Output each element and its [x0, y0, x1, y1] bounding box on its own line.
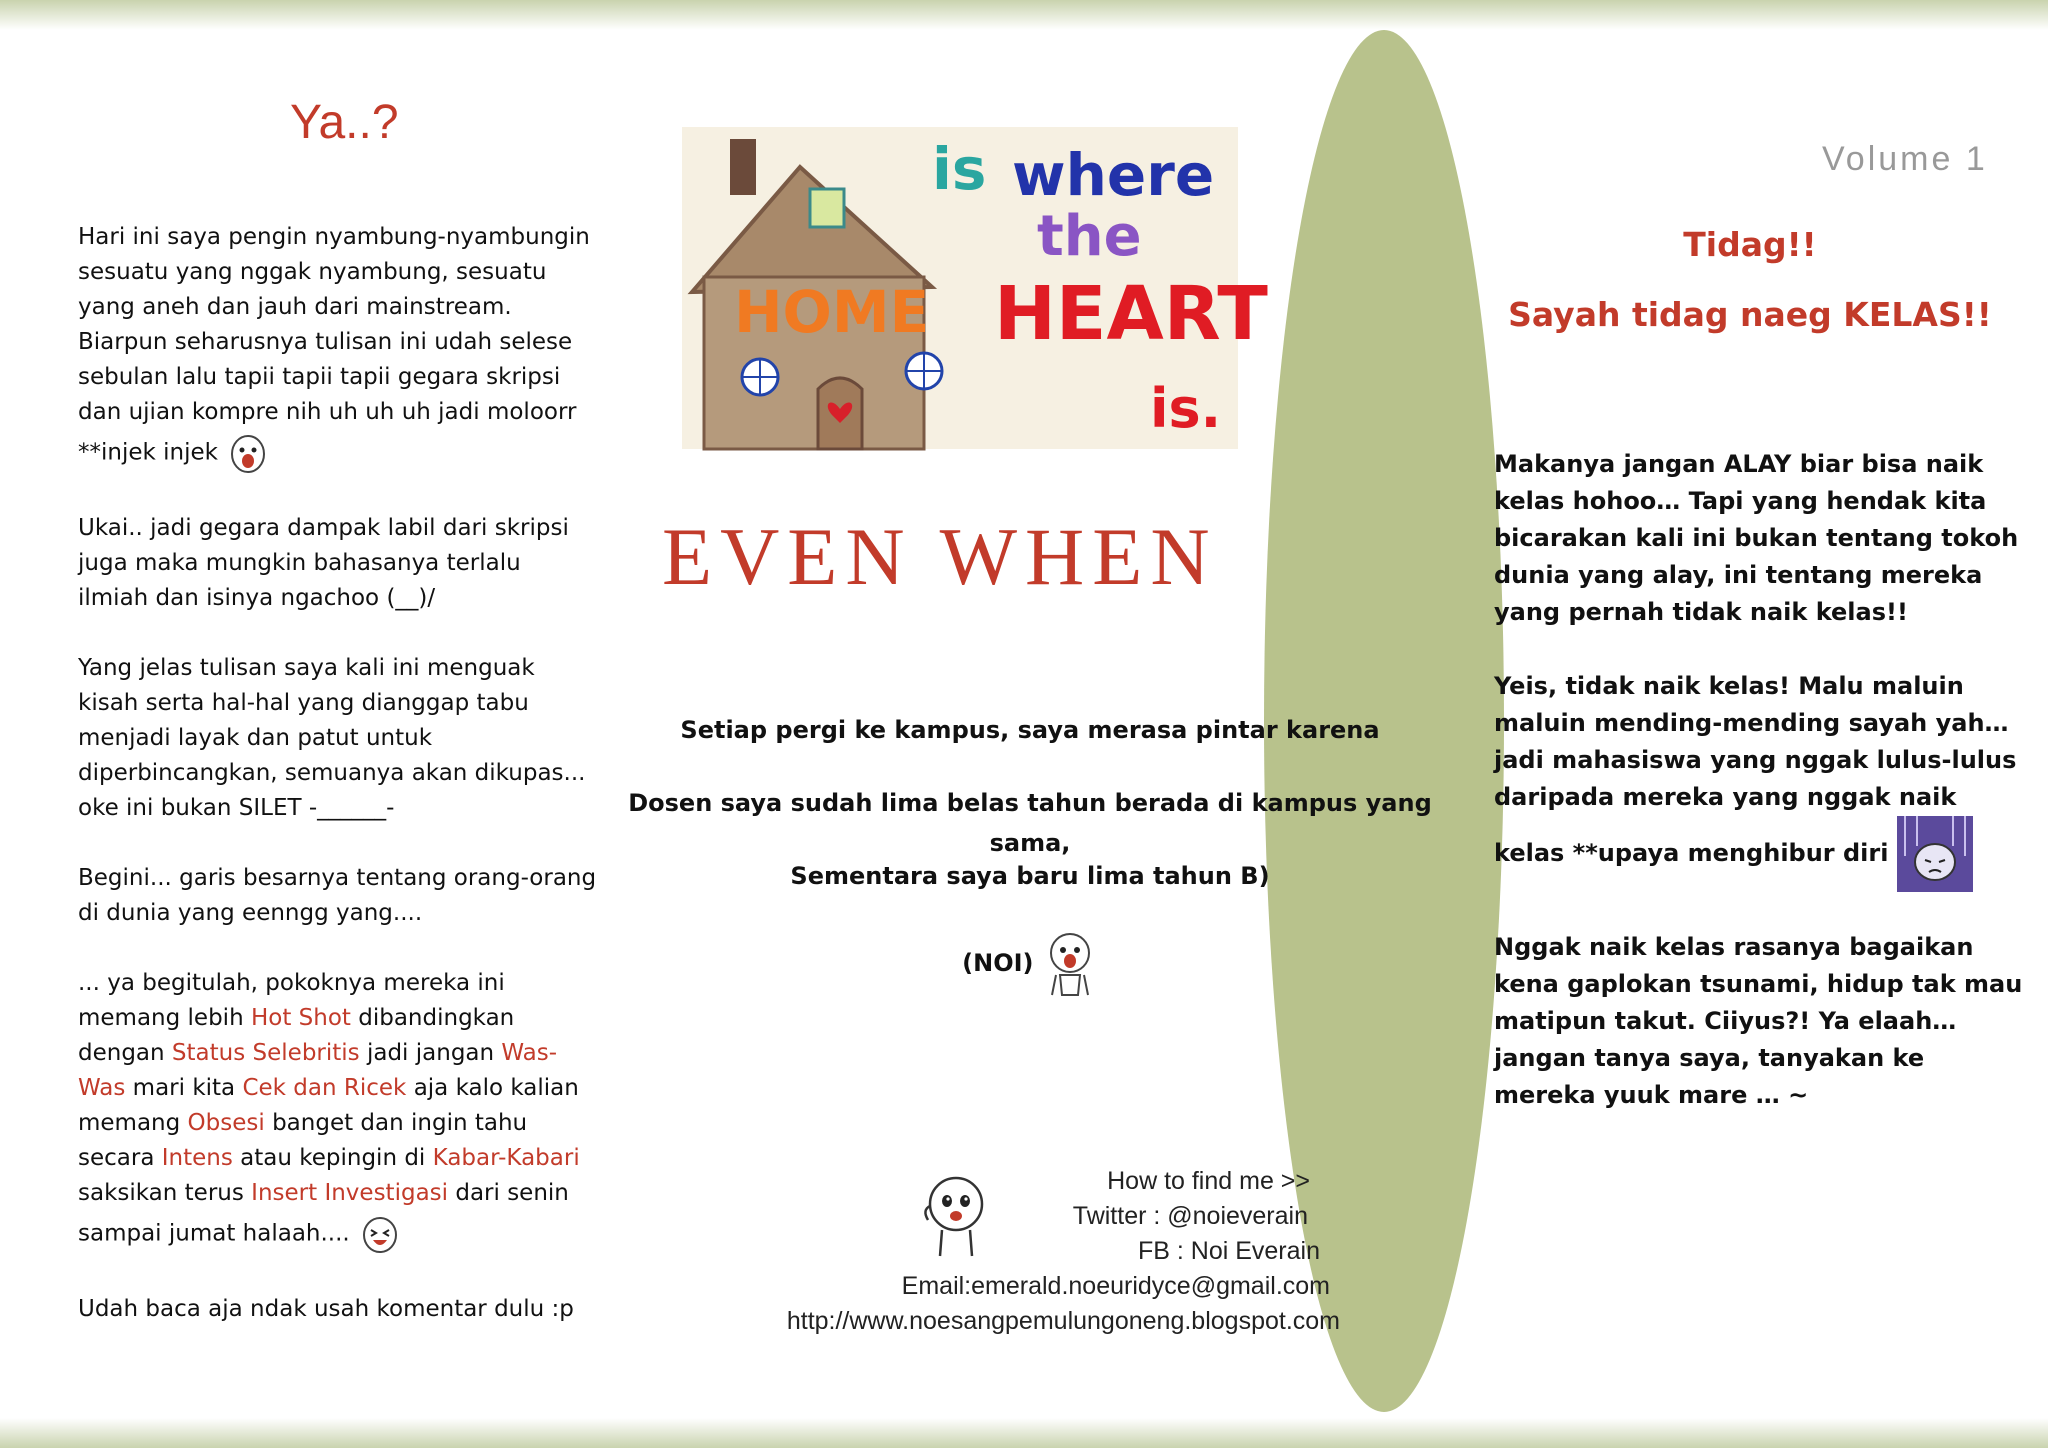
right-heading [1490, 210, 2010, 350]
p5-highlight-intens: Intens [161, 1145, 233, 1171]
author-signature: (NOI) [962, 949, 1034, 977]
contact-heading: How to find me >> [1107, 1167, 1310, 1195]
top-border-bar [0, 0, 2048, 30]
volume-label: Volume 1 [1822, 140, 1988, 178]
contact-facebook[interactable]: FB : Noi Everain [1137, 1237, 1320, 1265]
p5-highlight-kabar-kabari: Kabar-Kabari [432, 1145, 580, 1171]
left-paragraph-5 [78, 966, 598, 1257]
left-paragraph-6: Udah baca aja ndak usah komentar dulu :p [78, 1296, 574, 1322]
center-line-3: Sementara saya baru lima tahun B) [790, 862, 1270, 890]
p5-text-5: aja kalo kalian memang [78, 1075, 579, 1136]
p5-text-3: jadi jangan [359, 1040, 502, 1066]
home-heart-drawing [682, 127, 1268, 449]
center-quote [600, 710, 1460, 1002]
center-line-2: Dosen saya sudah lima belas tahun berada di kampus yang sama, [628, 789, 1432, 857]
left-paragraph-1-text: Hari ini saya pengin nyambung-nyambungin sesuatu yang nggak nyambung, sesuatu yang aneh dan jauh dari mainstream. Biarpun seharusnya tulisan ini udah selese sebulan lalu tapii tapii tapii gegara skripsi dan ujian kompre nih uh uh uh jadi moloorr **injek injek [78, 224, 590, 466]
p5-text-2: dibandingkan dengan [78, 1005, 515, 1066]
p5-highlight-obsesi: Obsesi [187, 1110, 265, 1136]
shocked-face-emoticon-icon [225, 430, 271, 476]
p5-highlight-was-was: Was-Was [78, 1040, 558, 1101]
sad-blue-face-emoticon-icon [1897, 816, 1973, 892]
p5-text-4: mari kita [125, 1075, 243, 1101]
right-paragraph-2-text: Yeis, tidak naik kelas! Malu maluin maluin mending-mending sayah yah… jadi mahasiswa yang nggak lulus-lulus daripada mereka yang nggak naik kelas **upaya menghibur diri [1494, 672, 2017, 867]
drawing-word-where: where [1012, 141, 1215, 209]
drawing-word-the: the [1037, 204, 1142, 269]
left-paragraph-4: Begini... garis besarnya tentang orang-orang di dunia yang eenngg yang.... [78, 865, 597, 926]
right-paragraph-3: Nggak naik kelas rasanya bagaikan kena gaplokan tsunami, hidup tak mau matipun takut. Ciiyus?! Ya elaah… jangan tanya saya, tanyakan ke mereka yuuk mare … ~ [1494, 933, 2023, 1109]
contact-email[interactable]: Email:emerald.noeuridyce@gmail.com [901, 1272, 1330, 1300]
left-paragraph-3: Yang jelas tulisan saya kali ini menguak kisah serta hal-hal yang dianggap tabu menjadi layak dan patut untuk diperbincangkan, semuanya akan dikupas... oke ini bukan SILET -______- [78, 655, 586, 821]
drawing-word-is: is [932, 135, 987, 203]
drawing-word-home: HOME [734, 278, 930, 346]
left-column [78, 220, 598, 1362]
contact-block [640, 1164, 1340, 1339]
bottom-border-bar [0, 1418, 2048, 1448]
drawing-word-is-end: is. [1150, 377, 1222, 440]
p5-text-8: saksikan terus [78, 1180, 252, 1206]
headline-even-when: EVEN WHEN [662, 511, 1218, 602]
right-paragraph-1: Makanya jangan ALAY biar bisa naik kelas hohoo… Tapi yang hendak kita bicarakan kali ini bukan tentang tokoh dunia yang alay, ini tentang mereka yang pernah tidak naik kelas!! [1494, 450, 2019, 626]
left-paragraph-1 [78, 220, 598, 476]
laughing-face-emoticon-icon [357, 1211, 403, 1257]
p5-text-9: dari senin sampai jumat halaah.... [78, 1180, 569, 1247]
p5-highlight-insert-investigasi: Insert Investigasi [251, 1180, 449, 1206]
p5-highlight-hot-shot: Hot Shot [250, 1005, 351, 1031]
left-title: Ya..? [290, 96, 399, 149]
p5-highlight-status-selebritis: Status Selebritis [171, 1040, 360, 1066]
center-line-1: Setiap pergi ke kampus, saya merasa pintar karena [680, 716, 1380, 744]
p5-text-7: atau kepingin di [232, 1145, 433, 1171]
right-paragraph-2 [1494, 668, 2028, 892]
p5-text-1: ... ya begitulah, pokoknya mereka ini memang lebih [78, 970, 505, 1031]
center-line-4 [600, 929, 1460, 1002]
left-paragraph-2: Ukai.. jadi gegara dampak labil dari skripsi juga maka mungkin bahasanya terlalu ilmiah dan isinya ngachoo (__)/ [78, 515, 569, 611]
drawing-word-heart: HEART [994, 271, 1268, 357]
contact-twitter[interactable]: Twitter : @noieverain [1072, 1202, 1308, 1230]
right-heading-line-2: Sayah tidag naeg KELAS!! [1508, 295, 1992, 334]
p5-text-6: banget dan ingin tahu secara [78, 1110, 528, 1171]
right-column [1494, 446, 2028, 1151]
p5-highlight-cek-dan-ricek: Cek dan Ricek [242, 1075, 407, 1101]
contact-blog-url[interactable]: http://www.noesangpemulungoneng.blogspot.com [786, 1307, 1340, 1335]
surprised-face-emoticon-icon [1042, 929, 1098, 999]
right-heading-line-1: Tidag!! [1683, 225, 1817, 264]
